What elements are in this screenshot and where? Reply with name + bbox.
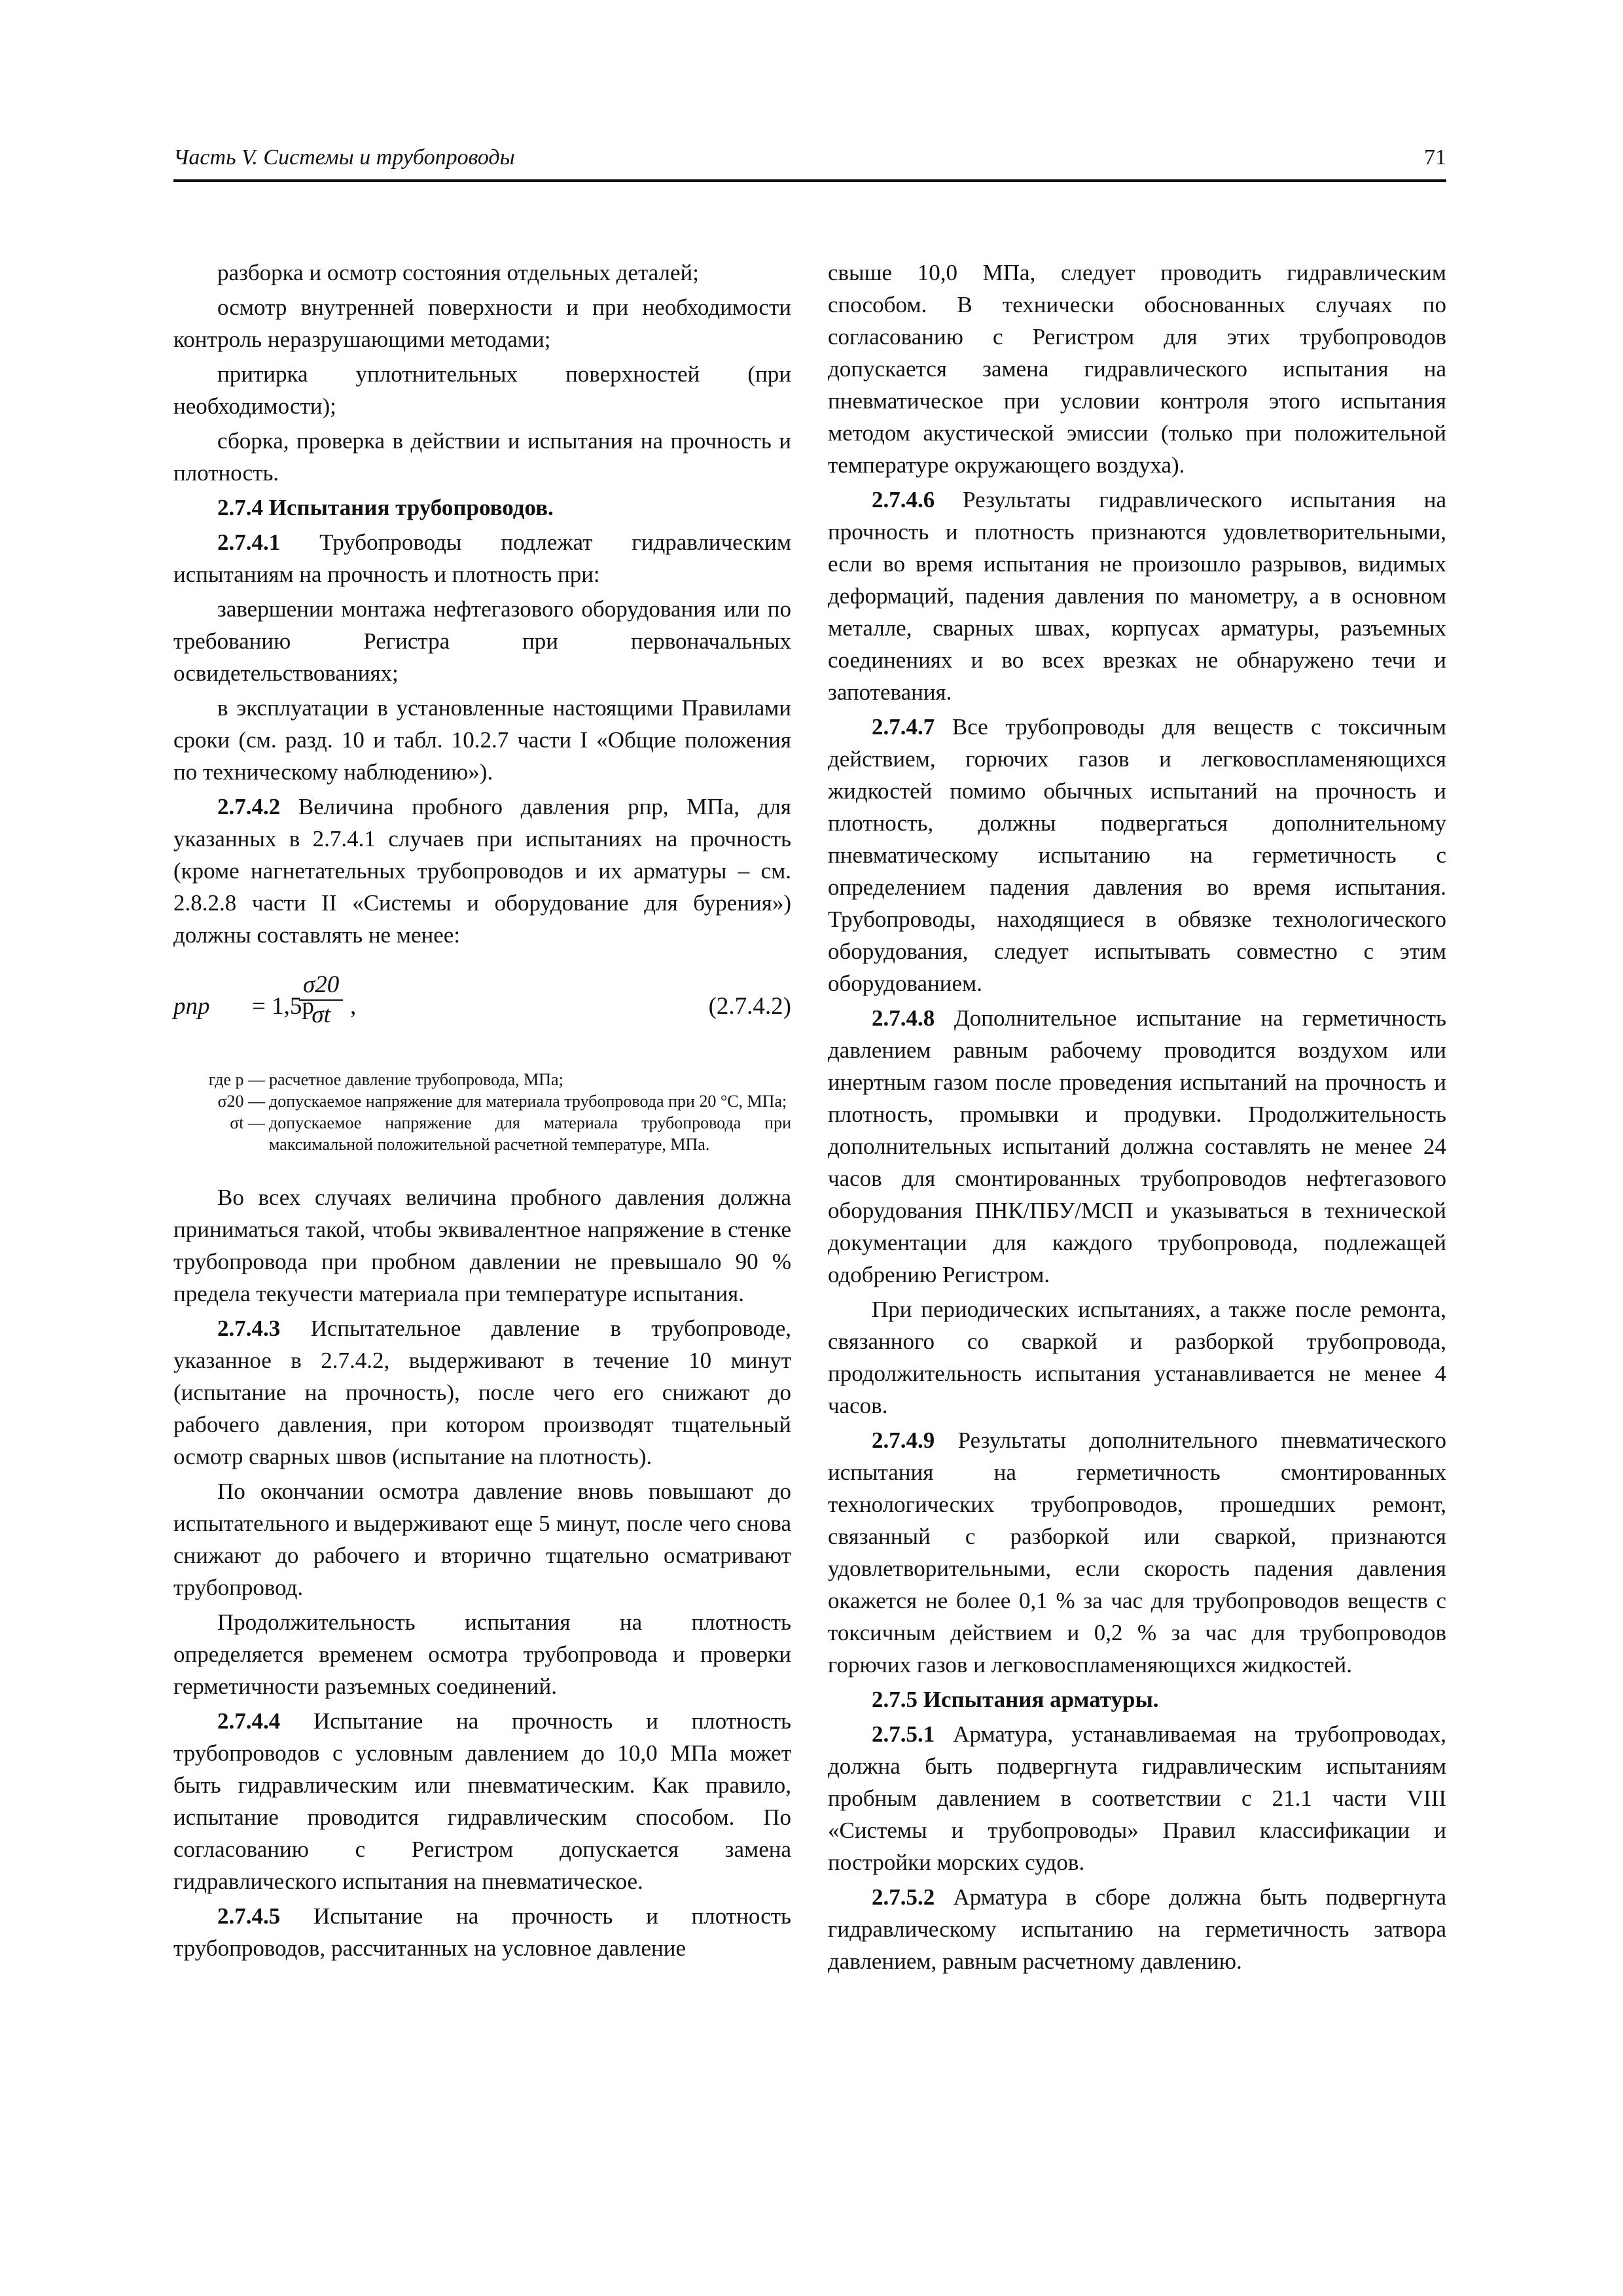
formula-comma: ,: [350, 993, 357, 1020]
clause-number: 2.7.4.5: [217, 1903, 281, 1929]
legend-text: допускаемое напряжение для материала трубопровода при 20 °С, МПа;: [269, 1092, 787, 1111]
left-column: [173, 257, 791, 1967]
clause-text: Арматура, устанавливаемая на трубопроводах, должна быть подвергнута гидравлическим испытаниям пробным давлением в соответствии с 21.1 части VIII «Системы и трубопроводы» Правил классификации и постройки морских судов.: [828, 1721, 1446, 1875]
formula-numerator: σ20: [299, 971, 343, 1001]
clause-text: Испытательное давление в трубопроводе, указанное в 2.7.4.2, выдерживают в течение 10 минут (испытание на прочность), после чего его снижают до рабочего давления, при котором производят тщательный осмотр сварных швов (испытание на плотность).: [173, 1316, 791, 1469]
clause-number: 2.7.4.7: [872, 714, 935, 740]
clause-number: 2.7.4.4: [217, 1708, 281, 1734]
clause-number: 2.7.4.2: [217, 794, 281, 819]
formula-denominator: σt: [312, 1001, 330, 1028]
formula: [173, 971, 791, 1049]
clause-text: Трубопроводы подлежат гидравлическим испытаниям на прочность и плотность при:: [173, 529, 791, 587]
clause-number: 2.7.4.3: [217, 1316, 281, 1341]
running-title: Часть V. Системы и трубопроводы: [173, 145, 515, 170]
legend-text: расчетное давление трубопровода, МПа;: [269, 1070, 563, 1089]
paragraph: По окончании осмотра давление вновь повышают до испытательного и выдерживают еще 5 минут, после чего снова снижают до рабочего и вторично тщательно осматривают трубопровод.: [173, 1479, 791, 1600]
paragraph: [828, 484, 1446, 708]
paragraph: [828, 1881, 1446, 1977]
right-column: [828, 257, 1446, 1980]
legend-row: [173, 1090, 791, 1112]
paragraph: [173, 1312, 791, 1473]
clause-number: 2.7.5.1: [872, 1721, 935, 1747]
formula-coefficient: = 1,5p: [252, 993, 314, 1020]
legend-symbol: σt —: [230, 1113, 265, 1132]
clause-text: Испытание на прочность и плотность трубопроводов, рассчитанных на условное давление: [173, 1903, 791, 1961]
legend-row: [173, 1069, 791, 1090]
paragraph: [828, 1002, 1446, 1291]
paragraph: завершении монтажа нефтегазового оборудования или по требованию Регистра при первоначальных освидетельствованиях;: [173, 596, 791, 686]
page-number: 71: [1424, 145, 1446, 170]
section-heading: 2.7.5 Испытания арматуры.: [872, 1687, 1159, 1712]
clause-number: 2.7.5.2: [872, 1884, 935, 1910]
paragraph: [828, 1424, 1446, 1681]
paragraph: свыше 10,0 МПа, следует проводить гидравлическим способом. В технически обоснованных случаях по согласованию с Регистром для этих трубопроводов допускается замена гидравлического испытания на пневматическое при условии контроля этого испытания методом акустической эмиссии (только при положительной температуре окружающего воздуха).: [828, 260, 1446, 478]
clause-text: Результаты дополнительного пневматического испытания на герметичность смонтированных технологических трубопроводов, прошедших ремонт, связанный с разборкой или сваркой, признаются удовлетворительными, если скорость падения давления окажется не более 0,1 % за час для трубопроводов веществ с токсичным действием и 0,2 % за час для трубопроводов горючих газов и легковоспламеняющихся жидкостей.: [828, 1427, 1446, 1677]
paragraph: Во всех случаях величина пробного давления должна приниматься такой, чтобы эквивалентное напряжение в стенке трубопровода при пробном давлении не превышало 90 % предела текучести материала при температуре испытания.: [173, 1185, 791, 1306]
paragraph: [173, 526, 791, 590]
paragraph: в эксплуатации в установленные настоящими Правилами сроки (см. разд. 10 и табл. 10.2.7 части I «Общие положения по техническому наблюдению»).: [173, 695, 791, 785]
legend-symbol: где p —: [208, 1070, 265, 1089]
clause-text: Величина пробного давления pпр, МПа, для указанных в 2.7.4.1 случаев при испытаниях на прочность (кроме нагнетательных трубопроводов и их арматуры – см. 2.8.2.8 части II «Системы и оборудование для бурения») должны составлять не менее:: [173, 794, 791, 948]
clause-number: 2.7.4.1: [217, 529, 281, 555]
clause-number: 2.7.4.8: [872, 1005, 935, 1031]
paragraph: сборка, проверка в действии и испытания на прочность и плотность.: [173, 428, 791, 486]
paragraph: притирка уплотнительных поверхностей (при необходимости);: [173, 361, 791, 419]
paragraph: осмотр внутренней поверхности и при необходимости контроль неразрушающими методами;: [173, 295, 791, 352]
clause-text: Испытание на прочность и плотность трубопроводов с условным давлением до 10,0 МПа может быть гидравлическим или пневматическим. Как правило, испытание проводится гидравлическим способом. По согласованию с Регистром допускается замена гидравлического испытания на пневматическое.: [173, 1708, 791, 1894]
formula-number: (2.7.4.2): [708, 993, 791, 1020]
clause-text: Все трубопроводы для веществ с токсичным действием, горючих газов и легковоспламеняющихся жидкостей помимо обычных испытаний на прочность и плотность, должны подвергаться дополнительному пневматическому испытанию на герметичность с определением падения давления во время испытания. Трубопроводы, находящиеся в обвязке технологического оборудования, следует испытывать совместно с этим оборудованием.: [828, 714, 1446, 996]
legend-symbol: σ20 —: [217, 1092, 265, 1111]
clause-text: Дополнительное испытание на герметичность давлением равным рабочему проводится воздухом или инертным газом после проведения испытаний на прочность и плотность, промывки и продувки. Продолжительность дополнительных испытаний должна составлять не менее 24 часов для смонтированных трубопроводов нефтегазового оборудования ПНК/ПБУ/МСП и указываться в технической документации для каждого трубопровода, подлежащей одобрению Регистром.: [828, 1005, 1446, 1287]
legend-text: допускаемое напряжение для материала трубопровода при максимальной положительной расчетной температуре, МПа.: [269, 1113, 791, 1154]
clause-text: Результаты гидравлического испытания на прочность и плотность признаются удовлетворительными, если во время испытания не произошло разрывов, видимых деформаций, падения давления по манометру, а в основном металле, сварных швах, корпусах арматуры, разъемных соединениях и во всех врезках не обнаружено течи и запотевания.: [828, 487, 1446, 705]
section-heading: 2.7.4 Испытания трубопроводов.: [217, 495, 554, 520]
paragraph: разборка и осмотр состояния отдельных деталей;: [217, 260, 699, 285]
formula-legend: [173, 1069, 791, 1155]
clause-number: 2.7.4.6: [872, 487, 935, 512]
page-header: [173, 143, 1446, 182]
paragraph: Продолжительность испытания на плотность определяется временем осмотра трубопровода и проверки герметичности разъемных соединений.: [173, 1609, 791, 1699]
paragraph: [828, 711, 1446, 999]
clause-text: Арматура в сборе должна быть подвергнута гидравлическому испытанию на герметичность затвора давлением, равным расчетному давлению.: [828, 1884, 1446, 1974]
paragraph: При периодических испытаниях, а также после ремонта, связанного со сваркой и разборкой трубопровода, продолжительность испытания устанавливается не менее 4 часов.: [828, 1297, 1446, 1418]
paragraph: [828, 1718, 1446, 1878]
paragraph: [173, 1705, 791, 1897]
paragraph: [173, 791, 791, 951]
clause-number: 2.7.4.9: [872, 1427, 935, 1453]
formula-lhs: pпр: [173, 993, 210, 1020]
paragraph: [173, 1900, 791, 1964]
formula-fraction: [299, 971, 343, 1030]
legend-row: [173, 1112, 791, 1155]
